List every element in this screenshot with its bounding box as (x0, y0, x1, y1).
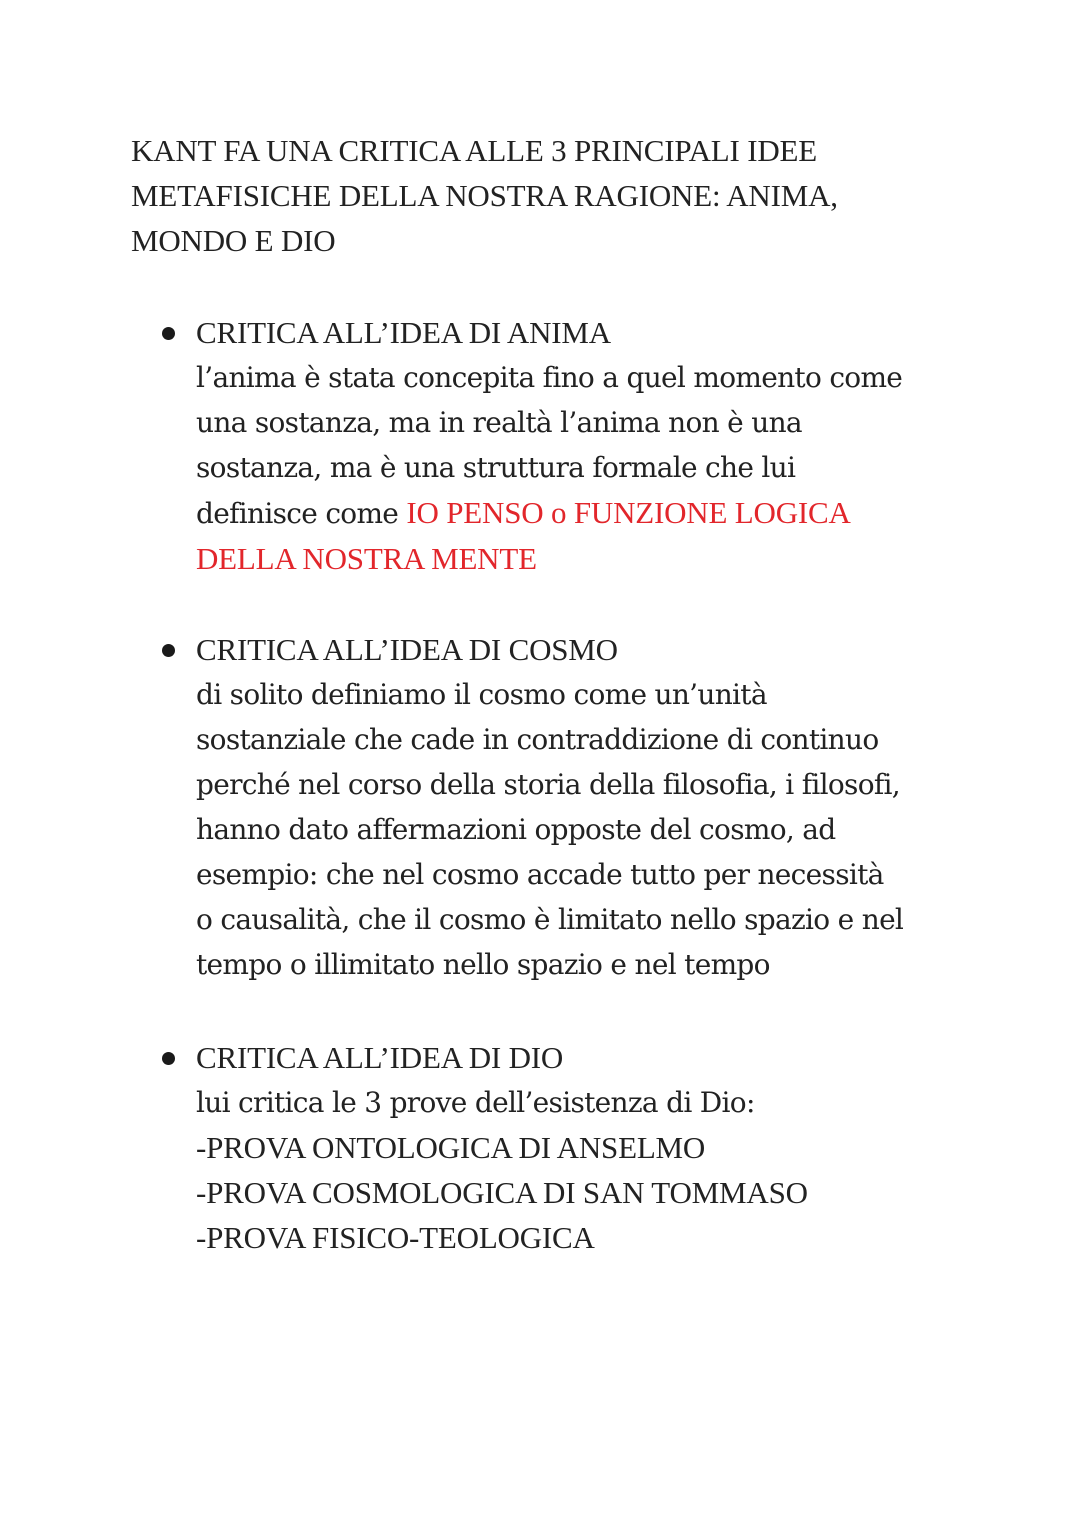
proof-item: -PROVA FISICO-TEOLOGICA (196, 1220, 595, 1255)
proof-item: -PROVA ONTOLOGICA DI ANSELMO (196, 1130, 706, 1165)
bullet-icon (162, 1052, 175, 1065)
body-line-prefix: definisce come (196, 497, 407, 530)
intro-line: METAFISICHE DELLA NOSTRA RAGIONE: ANIMA, (131, 178, 838, 213)
section-body (196, 1080, 808, 1260)
body-line: una sostanza, ma in realtà l’anima non è una (196, 406, 802, 439)
bullet-icon (162, 644, 175, 657)
section-body (196, 355, 902, 581)
section-heading: CRITICA ALL’IDEA DI COSMO (196, 632, 618, 667)
body-line (196, 490, 902, 536)
intro-line: MONDO E DIO (131, 223, 336, 258)
highlight-text: DELLA NOSTRA MENTE (196, 541, 537, 576)
proof-item: -PROVA COSMOLOGICA DI SAN TOMMASO (196, 1175, 808, 1210)
body-line: o causalità, che il cosmo è limitato nello spazio e nel (196, 903, 904, 936)
body-line: tempo o illimitato nello spazio e nel tempo (196, 948, 770, 981)
body-line: l’anima è stata concepita fino a quel momento come (196, 361, 903, 394)
intro-line: KANT FA UNA CRITICA ALLE 3 PRINCIPALI IDEE (131, 133, 817, 168)
body-line: di solito definiamo il cosmo come un’unità (196, 678, 767, 711)
intro-paragraph (131, 128, 951, 263)
section-heading: CRITICA ALL’IDEA DI DIO (196, 1040, 564, 1075)
section-body (196, 672, 903, 987)
section-heading: CRITICA ALL’IDEA DI ANIMA (196, 315, 611, 350)
body-line: sostanziale che cade in contraddizione di continuo (196, 723, 879, 756)
body-line: hanno dato affermazioni opposte del cosmo, ad (196, 813, 836, 846)
body-line: esempio: che nel cosmo accade tutto per necessità (196, 858, 884, 891)
body-line: perché nel corso della storia della filosofia, i filosofi, (196, 768, 900, 801)
bullet-icon (162, 327, 175, 340)
body-line: sostanza, ma è una struttura formale che lui (196, 451, 796, 484)
body-line: lui critica le 3 prove dell’esistenza di Dio: (196, 1086, 755, 1119)
highlight-text: IO PENSO o FUNZIONE LOGICA (406, 495, 851, 530)
